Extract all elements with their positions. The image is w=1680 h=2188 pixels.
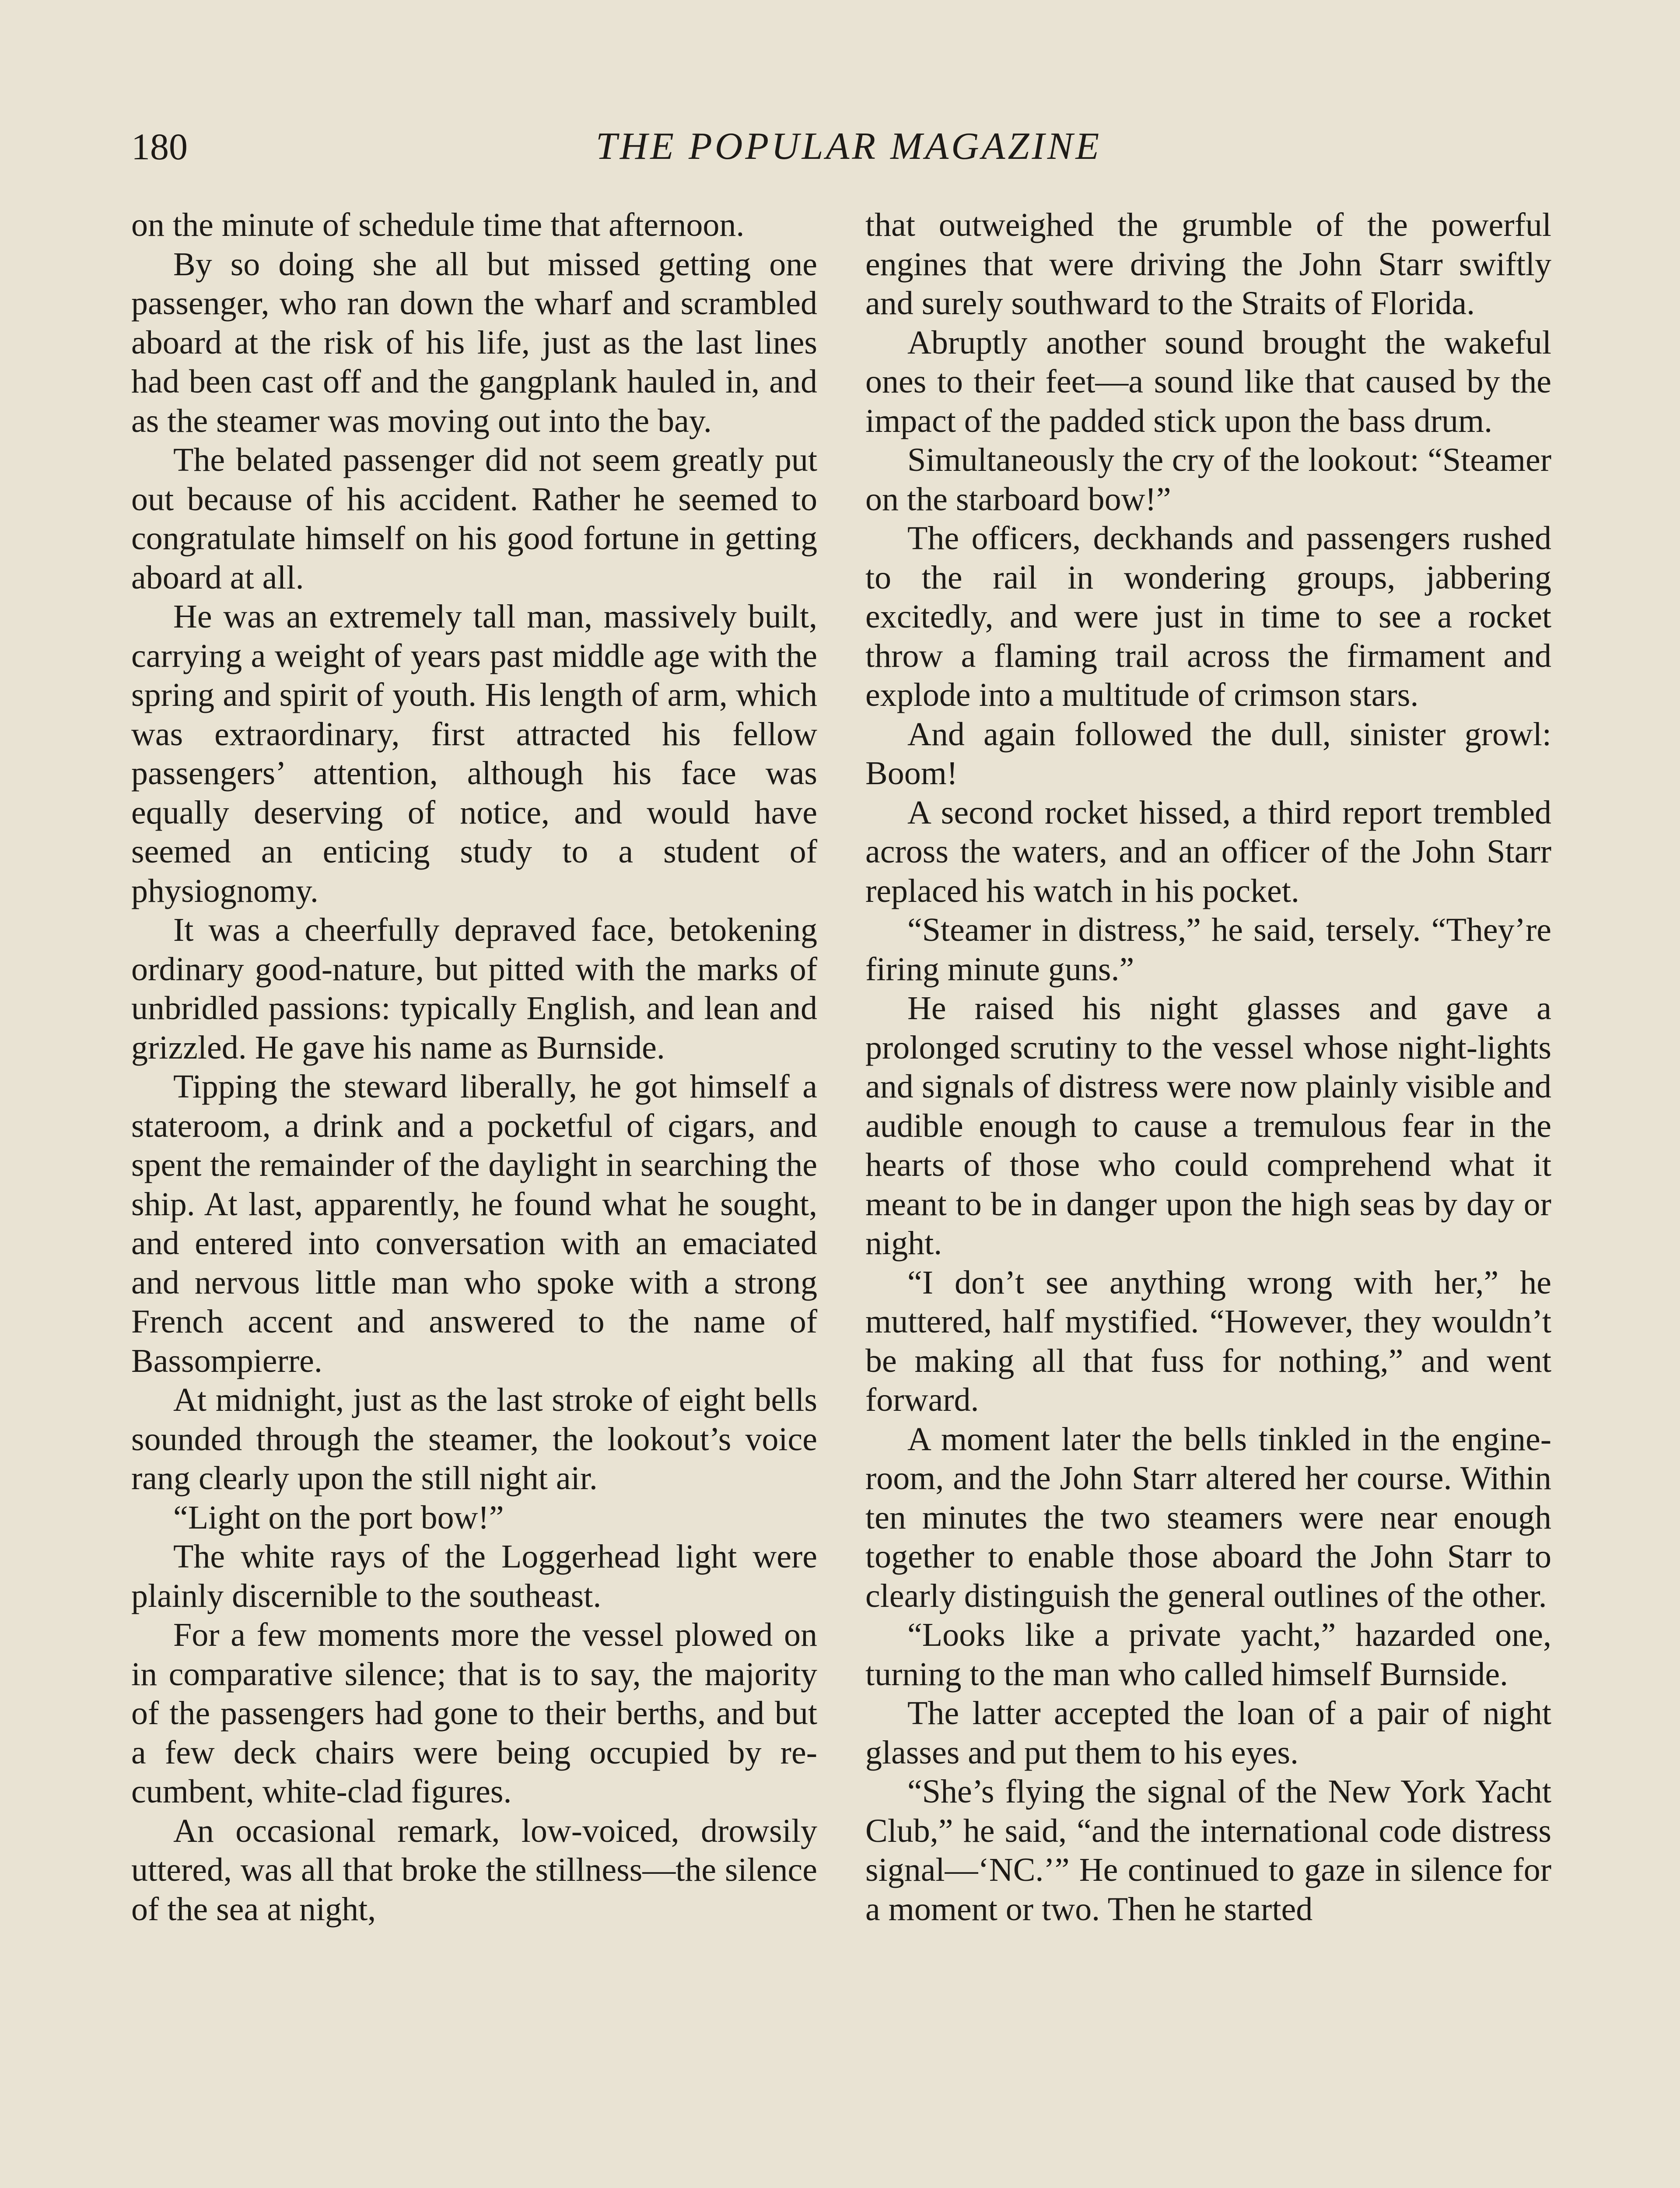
paragraph: “Steamer in distress,” he said, tersely. “They’re firing minute guns.” [865,912,1551,988]
paragraph: Simultaneously the cry of the lookout: “Steamer on the starboard bow!” [865,442,1551,518]
paragraph: The white rays of the Loggerhead light were plainly discernible to the southeast. [131,1538,817,1614]
left-column [131,206,817,1929]
running-title: THE POPULAR MAGAZINE [595,125,1102,168]
page-header [131,123,1566,179]
paragraph: “She’s flying the signal of the New York Yacht Club,” he said, “and the international code distress signal—‘NC.’” He continued to gaze in silence for a moment or two. Then he started [865,1773,1551,1928]
paragraph: By so doing she all but missed getting one passenger, who ran down the wharf and scrambled aboard at the risk of his life, just as the last lines had been cast off and the gangplank hauled in, and as the steamer was moving out into the bay. [131,245,817,439]
paragraph: It was a cheerfully depraved face, betokening ordinary good-nature, but pitted with the marks of unbridled passions: typically English, and lean and grizzled. He gave his name as Burnside. [131,912,817,1066]
paragraph: Tipping the steward liberally, he got himself a stateroom, a drink and a pocketful of cigars, and spent the remainder of the daylight in searching the ship. At last, apparently, he found what he sought, and entered into conversation with an emaciated and nervous little man who spoke with a strong French accent and answered to the name of Bassompierre. [131,1068,817,1379]
paragraph: And again followed the dull, sinister growl: Boom! [865,715,1551,792]
paragraph: He was an extremely tall man, massively built, carrying a weight of years past middle age with the spring and spirit of youth. His length of arm, which was extraordinary, first attracted his fellow passengers’ attention, although his face was equally deserving of notice, and would have seemed an enticing study to a student of physiognomy. [131,598,817,909]
paragraph: He raised his night glasses and gave a prolonged scrutiny to the vessel whose night-lights and signals of distress were now plainly visible and audible enough to cause a tremulous fear in the hearts of those who could comprehend what it meant to be in danger upon the high seas by day or night. [865,990,1551,1262]
paragraph: An occasional remark, low-voiced, drowsily uttered, was all that broke the stillness—the silence of the sea at night, [131,1812,817,1928]
paragraph: The belated passenger did not seem greatly put out because of his accident. Rather he seemed to congratulate himself on his good fortune in getting aboard at all. [131,442,817,596]
paragraph: A second rocket hissed, a third report trembled across the waters, and an officer of the John Starr replaced his watch in his pocket. [865,794,1551,909]
right-column [865,206,1551,1929]
paragraph: The latter accepted the loan of a pair of night glasses and put them to his eyes. [865,1695,1551,1771]
paragraph: At midnight, just as the last stroke of eight bells sounded through the steamer, the lookout’s voice rang clearly upon the still night air. [131,1382,817,1497]
paragraph: For a few moments more the vessel plowed on in comparative silence; that is to say, the majority of the passengers had gone to their berths, and but a few deck chairs were being occupied by recumbent, white-clad figures. [131,1616,817,1810]
paragraph: The officers, deckhands and passengers rushed to the rail in wondering groups, jabbering excitedly, and were just in time to see a rocket throw a flaming trail across the firmament and explode into a multitude of crimson stars. [865,520,1551,713]
paragraph: “I don’t see anything wrong with her,” he muttered, half mystified. “However, they wouldn’t be making all that fuss for nothing,” and went forward. [865,1264,1551,1418]
paragraph: Abruptly another sound brought the wakeful ones to their feet—a sound like that caused by the impact of the padded stick upon the bass drum. [865,324,1551,439]
paragraph: “Looks like a private yacht,” hazarded one, turning to the man who called himself Burnside. [865,1616,1551,1693]
paragraph: A moment later the bells tinkled in the engine-room, and the John Starr altered her course. Within ten minutes the two steamers were near enough together to enable those aboard the John Starr to clearly distinguish the general outlines of the other. [865,1420,1551,1614]
paragraph: “Light on the port bow!” [173,1499,504,1536]
paragraph: on the minute of schedule time that afternoon. [131,207,745,243]
paragraph: that outweighed the grumble of the powerful engines that were driving the John Starr swiftly and surely southward to the Straits of Florida. [865,207,1551,322]
page-number: 180 [131,126,188,168]
